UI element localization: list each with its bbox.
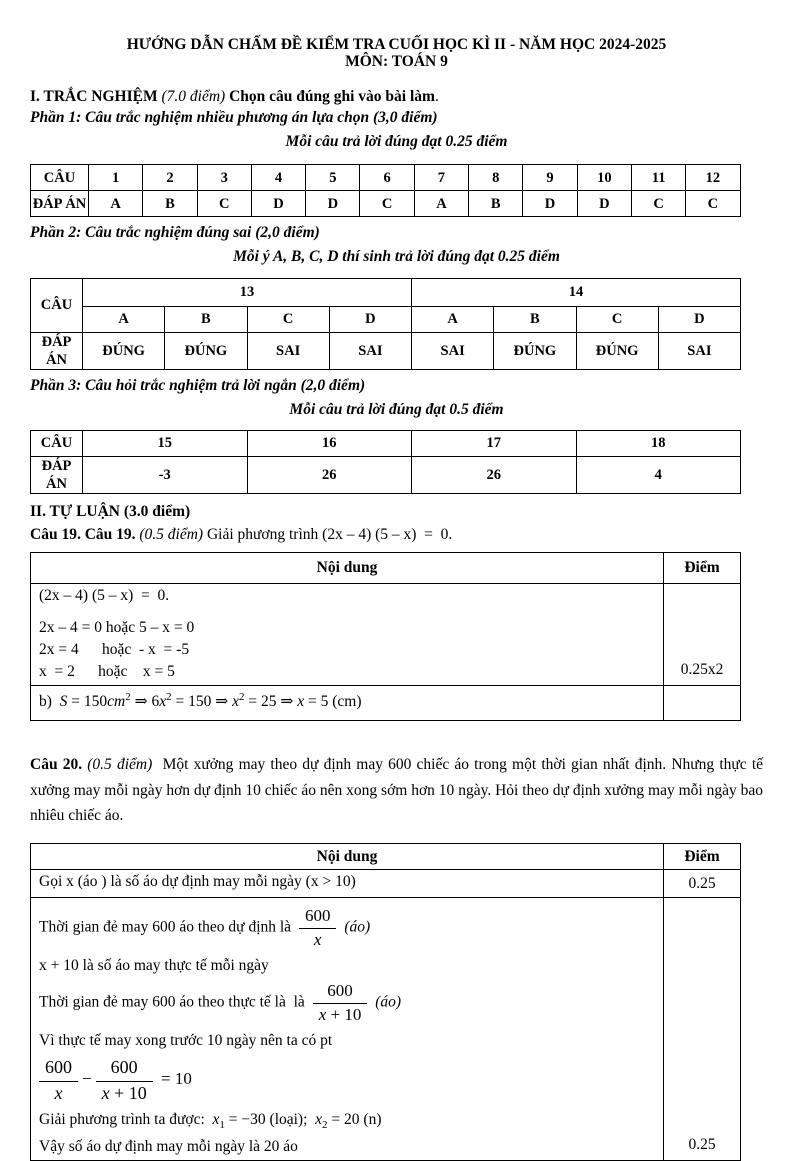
- answer-cell: 4: [576, 456, 741, 493]
- math-segment: (áo): [340, 918, 371, 936]
- answer-cell: B: [469, 191, 523, 217]
- question-19-points: (0.5 điểm): [139, 525, 207, 543]
- solution-step: x + 10 là số áo may thực tế mỗi ngày: [39, 956, 269, 974]
- fraction-numerator: 600: [313, 980, 368, 1004]
- solution-header-row: [31, 843, 741, 869]
- part-2-answer-row: [31, 332, 741, 369]
- row-label: ĐÁP ÁN: [31, 191, 89, 217]
- answer-cell: ĐÚNG: [576, 332, 658, 369]
- answer-cell: 26: [247, 456, 412, 493]
- math-var-x: x: [297, 693, 305, 711]
- answer-cell: SAI: [658, 332, 740, 369]
- subcol-label: A: [83, 306, 165, 332]
- part-b-prefix: b): [39, 693, 60, 711]
- question-19-text: Giải phương trình (2x – 4) (5 – x) = 0.: [206, 525, 453, 543]
- section-1-instruction: Chọn câu đúng ghi vào bài làm: [229, 88, 435, 105]
- answer-cell: SAI: [412, 332, 494, 369]
- score-cell: 0.25: [664, 869, 741, 897]
- solution-row-1: [31, 869, 741, 897]
- answer-cell: C: [197, 191, 251, 217]
- question-20-statement: [30, 752, 767, 829]
- fraction-numerator: 600: [39, 1056, 78, 1082]
- math-segment: + 10: [109, 1082, 147, 1103]
- fraction-denominator: x: [54, 1082, 63, 1103]
- answer-cell: C: [686, 191, 740, 217]
- subcol-label: B: [165, 306, 247, 332]
- math-var-x: x: [318, 1005, 327, 1025]
- answer-cell: 26: [412, 456, 577, 493]
- question-19-label: Câu 19. Câu 19.: [30, 525, 140, 543]
- row-label: ĐÁP ÁN: [31, 332, 83, 369]
- minus-sign: −: [82, 1069, 92, 1089]
- math-segment: = 150: [67, 693, 108, 711]
- question-number: 8: [469, 165, 523, 191]
- solution-conclusion: Vậy số áo dự định may mỗi ngày là 20 áo: [39, 1138, 298, 1156]
- question-number: 4: [251, 165, 305, 191]
- part-3-answer-row: [31, 456, 741, 493]
- answer-cell: A: [89, 191, 143, 217]
- part-b-math-line: [39, 688, 655, 712]
- solution-row-a: [31, 583, 741, 685]
- answer-cell: B: [143, 191, 197, 217]
- answer-cell: D: [306, 191, 360, 217]
- question-group: 14: [412, 278, 741, 306]
- part-2-answer-table: [30, 278, 741, 370]
- math-segment: Thời gian đẻ may 600 áo theo dự định là: [39, 918, 295, 936]
- solution-content: [31, 583, 664, 685]
- answer-cell: C: [631, 191, 685, 217]
- answer-cell: C: [360, 191, 414, 217]
- solution-step: 2x – 4 = 0 hoặc 5 – x = 0: [39, 619, 195, 637]
- section-1-label: I. TRẮC NGHIỆM: [30, 88, 162, 105]
- part-3-question-row: [31, 430, 741, 456]
- math-segment: = 25 ⇒: [244, 693, 298, 711]
- fraction-denominator: x: [313, 930, 322, 950]
- fraction-numerator: 600: [96, 1056, 153, 1082]
- math-segment: Giải phương trình ta được:: [39, 1111, 213, 1129]
- section-1-heading: [30, 87, 763, 106]
- question-number: 5: [306, 165, 360, 191]
- math-segment: (loại);: [269, 1111, 316, 1129]
- math-segment: = −30: [224, 1111, 270, 1129]
- score-cell: 0.25: [664, 897, 741, 1161]
- solution-step-fraction: [39, 980, 655, 1026]
- part-1-title: Phần 1: Câu trắc nghiệm nhiều phương án lựa chọn (3,0 điểm): [30, 109, 438, 127]
- answer-cell: A: [414, 191, 468, 217]
- answer-cell: ĐÚNG: [83, 332, 165, 369]
- subcol-label: D: [329, 306, 411, 332]
- fraction-denominator: [96, 1082, 153, 1105]
- question-20-text: Một xưởng may theo dự định may 600 chiếc áo trong một thời gian nhất định. Nhưng thực tế xưởng may mỗi ngày hơn dự định 10 chiếc áo nên xong sớm hơn 10 ngày. Hỏi theo dự định xưởng may mỗi ngày bao nhiêu chiếc áo.: [30, 756, 767, 825]
- answer-cell: ĐÚNG: [494, 332, 576, 369]
- math-segment: = 5: [304, 693, 333, 711]
- section-1-tail: .: [434, 88, 439, 105]
- solution-header-row: [31, 552, 741, 583]
- question-number: 10: [577, 165, 631, 191]
- answer-cell: ĐÚNG: [165, 332, 247, 369]
- solution-step-fraction: [39, 905, 655, 951]
- subscript: 1: [219, 1119, 225, 1132]
- part-1-answer-row: [31, 191, 741, 217]
- question-number: 12: [686, 165, 740, 191]
- section-2-heading: II. TỰ LUẬN (3.0 điểm): [30, 503, 191, 521]
- fraction-denominator: [313, 1004, 368, 1025]
- question-number: 16: [247, 430, 412, 456]
- fraction: [299, 905, 337, 951]
- math-segment: = 20: [327, 1111, 364, 1129]
- question-number: 9: [523, 165, 577, 191]
- row-label: CÂU: [31, 165, 89, 191]
- question-20-solution-table: [30, 843, 741, 1161]
- part-3-title: Phần 3: Câu hỏi trắc nghiệm trả lời ngắn (2,0 điểm): [30, 377, 366, 395]
- equation-line: (2x – 4) (5 – x) = 0.: [39, 586, 170, 604]
- math-segment: = 150 ⇒: [171, 693, 233, 711]
- fraction: [313, 980, 368, 1026]
- fraction: [39, 1056, 78, 1104]
- solution-content: [31, 897, 664, 1161]
- question-19-solution-table: [30, 552, 741, 721]
- part-2-group-row: [31, 278, 741, 306]
- math-var-x: x: [159, 693, 167, 711]
- row-label: CÂU: [31, 430, 83, 456]
- subcol-label: C: [576, 306, 658, 332]
- answer-cell: SAI: [247, 332, 329, 369]
- solution-equation: [39, 1056, 655, 1104]
- question-number: 15: [83, 430, 248, 456]
- math-segment: + 10: [326, 1005, 362, 1025]
- answer-cell: D: [523, 191, 577, 217]
- part-3-note: Mỗi câu trả lời đúng đạt 0.5 điểm: [289, 400, 504, 418]
- solution-row-b: [31, 686, 741, 721]
- math-segment: (áo): [371, 993, 402, 1011]
- subcol-label: D: [658, 306, 740, 332]
- section-1-points: (7.0 điểm): [161, 88, 230, 105]
- score-cell: 0.25x2: [664, 583, 741, 685]
- question-number: 11: [631, 165, 685, 191]
- document-title: [30, 36, 763, 70]
- math-var-cm: cm: [107, 693, 126, 711]
- part-1-answer-table: [30, 164, 741, 217]
- title-line-1: HƯỚNG DẪN CHẤM ĐỀ KIỂM TRA CUỐI HỌC KÌ II - NĂM HỌC 2024-2025: [126, 36, 667, 53]
- solution-roots-line: [39, 1110, 655, 1133]
- subcol-label: C: [247, 306, 329, 332]
- math-segment: (cm): [332, 693, 362, 711]
- content-column-header: Nội dung: [31, 552, 664, 583]
- math-var-s: S: [59, 693, 68, 711]
- question-group: 13: [83, 278, 412, 306]
- superscript: 2: [125, 691, 131, 704]
- subcol-label: B: [494, 306, 576, 332]
- answer-cell: D: [251, 191, 305, 217]
- math-segment: (n): [363, 1111, 382, 1129]
- part-2-title: Phần 2: Câu trắc nghiệm đúng sai (2,0 điểm): [30, 224, 320, 242]
- answer-cell: SAI: [329, 332, 411, 369]
- question-number: 2: [143, 165, 197, 191]
- answer-cell: D: [577, 191, 631, 217]
- solution-content: [31, 686, 664, 721]
- question-number: 1: [89, 165, 143, 191]
- question-20-points: (0.5 điểm): [87, 756, 163, 774]
- row-label: CÂU: [31, 278, 83, 332]
- title-line-2: MÔN: TOÁN 9: [345, 53, 448, 70]
- subscript: 2: [322, 1119, 328, 1132]
- question-number: 17: [412, 430, 577, 456]
- math-var-x: x: [212, 1111, 220, 1129]
- solution-step: Vì thực tế may xong trước 10 ngày nên ta có pt: [39, 1031, 333, 1049]
- question-number: 6: [360, 165, 414, 191]
- question-number: 7: [414, 165, 468, 191]
- math-var-x: x: [232, 693, 240, 711]
- math-var-x: x: [101, 1082, 110, 1103]
- solution-row-2: [31, 897, 741, 1161]
- question-19-statement: [30, 525, 763, 544]
- question-20-label: Câu 20.: [30, 756, 88, 774]
- solution-step: Gọi x (áo ) là số áo dự định may mỗi ngày (x > 10): [39, 872, 356, 890]
- content-column-header: Nội dung: [31, 843, 664, 869]
- score-column-header: Điểm: [664, 552, 741, 583]
- score-cell-empty: [664, 686, 741, 721]
- part-3-answer-table: [30, 430, 741, 494]
- fraction: [96, 1056, 153, 1104]
- answer-cell: -3: [83, 456, 248, 493]
- part-2-note: Mỗi ý A, B, C, D thí sinh trả lời đúng đạt 0.25 điểm: [233, 247, 560, 265]
- superscript: 2: [239, 691, 245, 704]
- part-1-note: Mỗi câu trả lời đúng đạt 0.25 điểm: [285, 132, 508, 150]
- score-column-header: Điểm: [664, 843, 741, 869]
- solution-step: x = 2 hoặc x = 5: [39, 663, 175, 681]
- part-1-question-row: [31, 165, 741, 191]
- solution-step: 2x = 4 hoặc - x = -5: [39, 641, 190, 659]
- superscript: 2: [166, 691, 172, 704]
- solution-content: [31, 869, 664, 897]
- fraction-numerator: 600: [299, 905, 337, 929]
- math-segment: = 10: [156, 1069, 192, 1089]
- row-label: ĐÁP ÁN: [31, 456, 83, 493]
- math-var-x: x: [315, 1111, 323, 1129]
- question-number: 3: [197, 165, 251, 191]
- subcol-label: A: [412, 306, 494, 332]
- math-segment: ⇒ 6: [130, 693, 160, 711]
- question-number: 18: [576, 430, 741, 456]
- part-2-subcol-row: [31, 306, 741, 332]
- math-segment: Thời gian đẻ may 600 áo theo thực tế là là: [39, 993, 309, 1011]
